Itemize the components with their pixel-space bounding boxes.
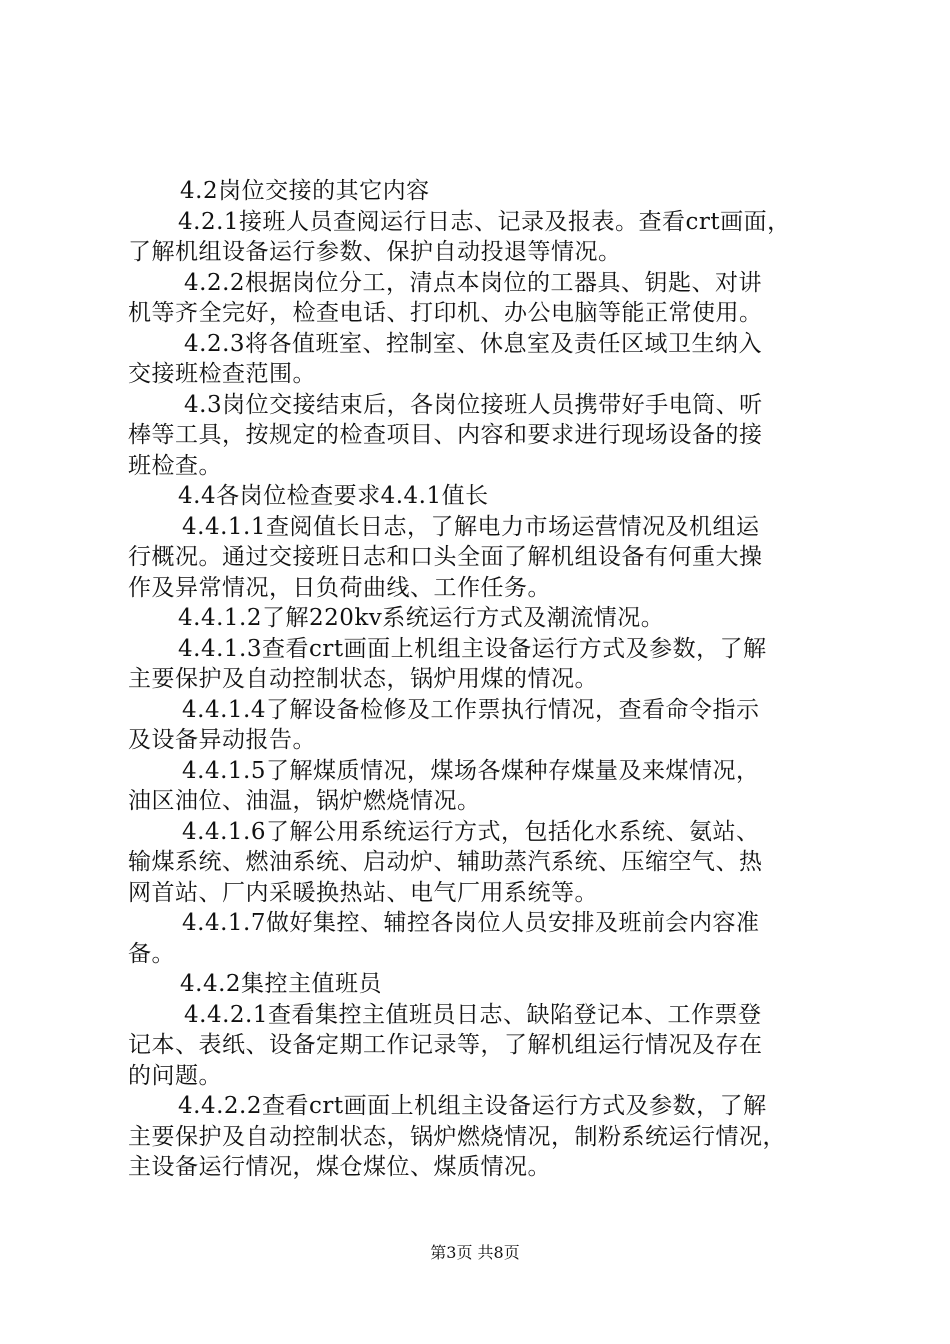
text-line: 4.4.1.4了解设备检修及工作票执行情况，查看命令指示	[182, 696, 760, 723]
text-line: 主要保护及自动控制状态，锅炉用煤的情况。	[128, 666, 598, 692]
section-heading: 4.4.2集控主值班员	[180, 971, 383, 997]
paragraph-4-4-1-4	[128, 695, 838, 756]
paragraph-4-2-3	[128, 329, 838, 390]
text-line: 油区油位、油温，锅炉燃烧情况。	[128, 788, 481, 814]
paragraph-4-4-2-2	[128, 1091, 838, 1183]
text-line: 输煤系统、燃油系统、启动炉、辅助蒸汽系统、压缩空气、热	[128, 849, 763, 875]
text-line: 交接班检查范围。	[128, 361, 316, 387]
page-number-label: 第3页 共8页	[430, 1243, 520, 1262]
text-line: 机等齐全完好，检查电话、打印机、办公电脑等能正常使用。	[128, 300, 763, 326]
text-line: 4.2.1接班人员查阅运行日志、记录及报表。查看crt画面，	[178, 208, 791, 235]
text-line: 记本、表纸、设备定期工作记录等，了解机组运行情况及存在	[128, 1032, 763, 1058]
text-line: 了解机组设备运行参数、保护自动投退等情况。	[128, 239, 622, 265]
text-line: 4.3岗位交接结束后，各岗位接班人员携带好手电筒、听	[184, 391, 763, 418]
text-line: 及设备异动报告。	[128, 727, 316, 753]
paragraph-4-2-2	[128, 268, 838, 329]
section-heading: 4.4各岗位检查要求4.4.1值长	[178, 483, 489, 509]
text-line: 的问题。	[128, 1062, 222, 1089]
text-line: 网首站、厂内采暖换热站、电气厂用系统等。	[128, 879, 598, 906]
paragraph-4-2	[128, 176, 838, 207]
paragraph-4-3	[128, 390, 838, 482]
text-line: 班检查。	[128, 452, 222, 479]
paragraph-4-4-1-7	[128, 908, 838, 969]
text-line: 主要保护及自动控制状态，锅炉燃烧情况，制粉系统运行情况，	[128, 1123, 786, 1150]
page-footer	[0, 1243, 950, 1263]
paragraph-4-4-1-3	[128, 634, 838, 695]
paragraph-4-2-1	[128, 207, 838, 268]
paragraph-4-4	[128, 481, 838, 512]
text-line: 4.4.1.7做好集控、辅控各岗位人员安排及班前会内容准	[182, 910, 760, 936]
paragraph-4-4-1-2	[128, 603, 838, 634]
paragraph-4-4-2	[128, 969, 838, 1000]
text-line: 棒等工具，按规定的检查项目、内容和要求进行现场设备的接	[128, 422, 763, 448]
text-line: 行概况。通过交接班日志和口头全面了解机组设备有何重大操	[128, 544, 763, 570]
text-line: 主设备运行情况，煤仓煤位、煤质情况。	[128, 1154, 551, 1180]
text-line: 备。	[128, 940, 175, 967]
text-line: 4.4.1.2了解220kv系统运行方式及潮流情况。	[178, 605, 665, 631]
paragraph-4-4-1-1	[128, 512, 838, 604]
text-line: 4.2.2根据岗位分工，清点本岗位的工器具、钥匙、对讲	[184, 269, 763, 296]
paragraph-4-4-2-1	[128, 1000, 838, 1092]
text-line: 4.4.1.5了解煤质情况，煤场各煤种存煤量及来煤情况，	[182, 757, 760, 784]
text-line: 4.4.2.2查看crt画面上机组主设备运行方式及参数，了解	[178, 1093, 767, 1119]
text-line: 4.2.3将各值班室、控制室、休息室及责任区域卫生纳入	[184, 330, 763, 357]
section-heading: 4.2岗位交接的其它内容	[180, 178, 430, 204]
text-line: 4.4.1.1查阅值长日志，了解电力市场运营情况及机组运	[182, 513, 760, 540]
text-line: 4.4.1.6了解公用系统运行方式，包括化水系统、氨站、	[182, 818, 760, 845]
document-body	[128, 176, 838, 1183]
text-line: 作及异常情况，日负荷曲线、工作任务。	[128, 574, 551, 601]
paragraph-4-4-1-6	[128, 817, 838, 909]
paragraph-4-4-1-5	[128, 756, 838, 817]
text-line: 4.4.1.3查看crt画面上机组主设备运行方式及参数，了解	[178, 635, 767, 662]
text-line: 4.4.2.1查看集控主值班员日志、缺陷登记本、工作票登	[184, 1001, 762, 1028]
